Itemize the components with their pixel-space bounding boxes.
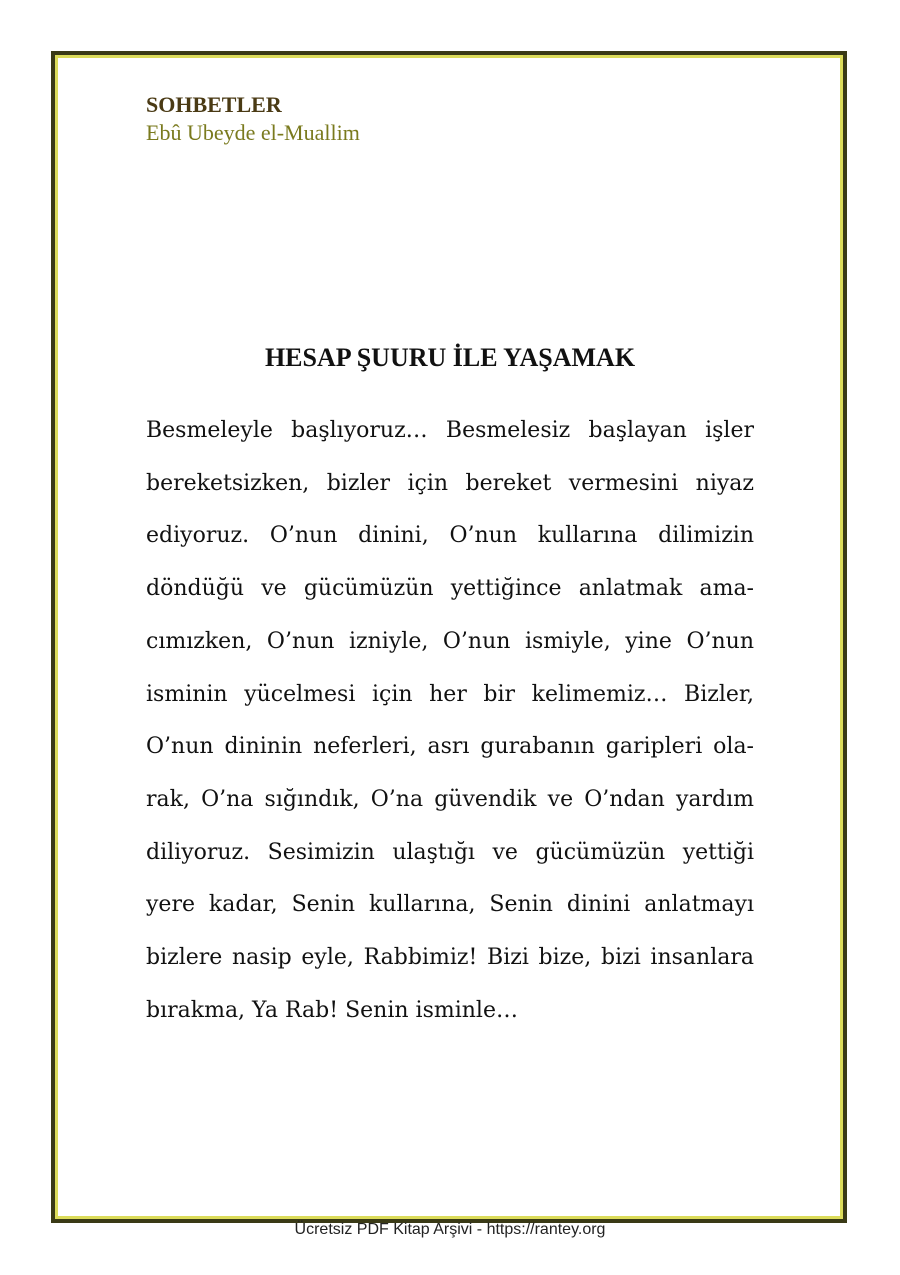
body-line: döndüğü ve gücümüzün yettiğince anlatmak ama- bbox=[146, 576, 754, 602]
body-line: isminin yücelmesi için her bir kelimemiz… Bizler, bbox=[146, 681, 754, 707]
body-line: bereketsizken, bizler için bereket vermesini niyaz bbox=[146, 470, 754, 496]
body-line: ediyoruz. O’nun dinini, O’nun kullarına dilimizin bbox=[146, 523, 754, 549]
body-line: Besmeleyle başlıyoruz… Besmelesiz başlayan işler bbox=[146, 418, 754, 443]
body-line: rak, O’na sığındık, O’na güvendik ve O’ndan yardım bbox=[146, 786, 754, 812]
body-paragraph bbox=[146, 405, 754, 1037]
chapter-title: HESAP ŞUURU İLE YAŞAMAK bbox=[264, 343, 636, 372]
body-line: bizlere nasip eyle, Rabbimiz! Bizi bize, bizi insanlara bbox=[146, 945, 754, 971]
body-line: cımızken, O’nun izniyle, O’nun ismiyle, yine O’nun bbox=[146, 628, 754, 654]
footer-archive-note: Ücretsiz PDF Kitap Arşivi - https://rantey.org bbox=[294, 1221, 606, 1238]
author-name: Ebû Ubeyde el-Muallim bbox=[146, 120, 360, 145]
series-title: SOHBETLER bbox=[146, 92, 282, 117]
running-head bbox=[146, 91, 360, 147]
body-line: diliyoruz. Sesimizin ulaştığı ve gücümüzün yettiği bbox=[146, 839, 754, 865]
body-line: bırakma, Ya Rab! Senin isminle… bbox=[146, 997, 518, 1023]
body-line: O’nun dininin neferleri, asrı gurabanın garipleri ola- bbox=[146, 734, 754, 760]
body-line: yere kadar, Senin kullarına, Senin dinini anlatmayı bbox=[146, 892, 754, 918]
